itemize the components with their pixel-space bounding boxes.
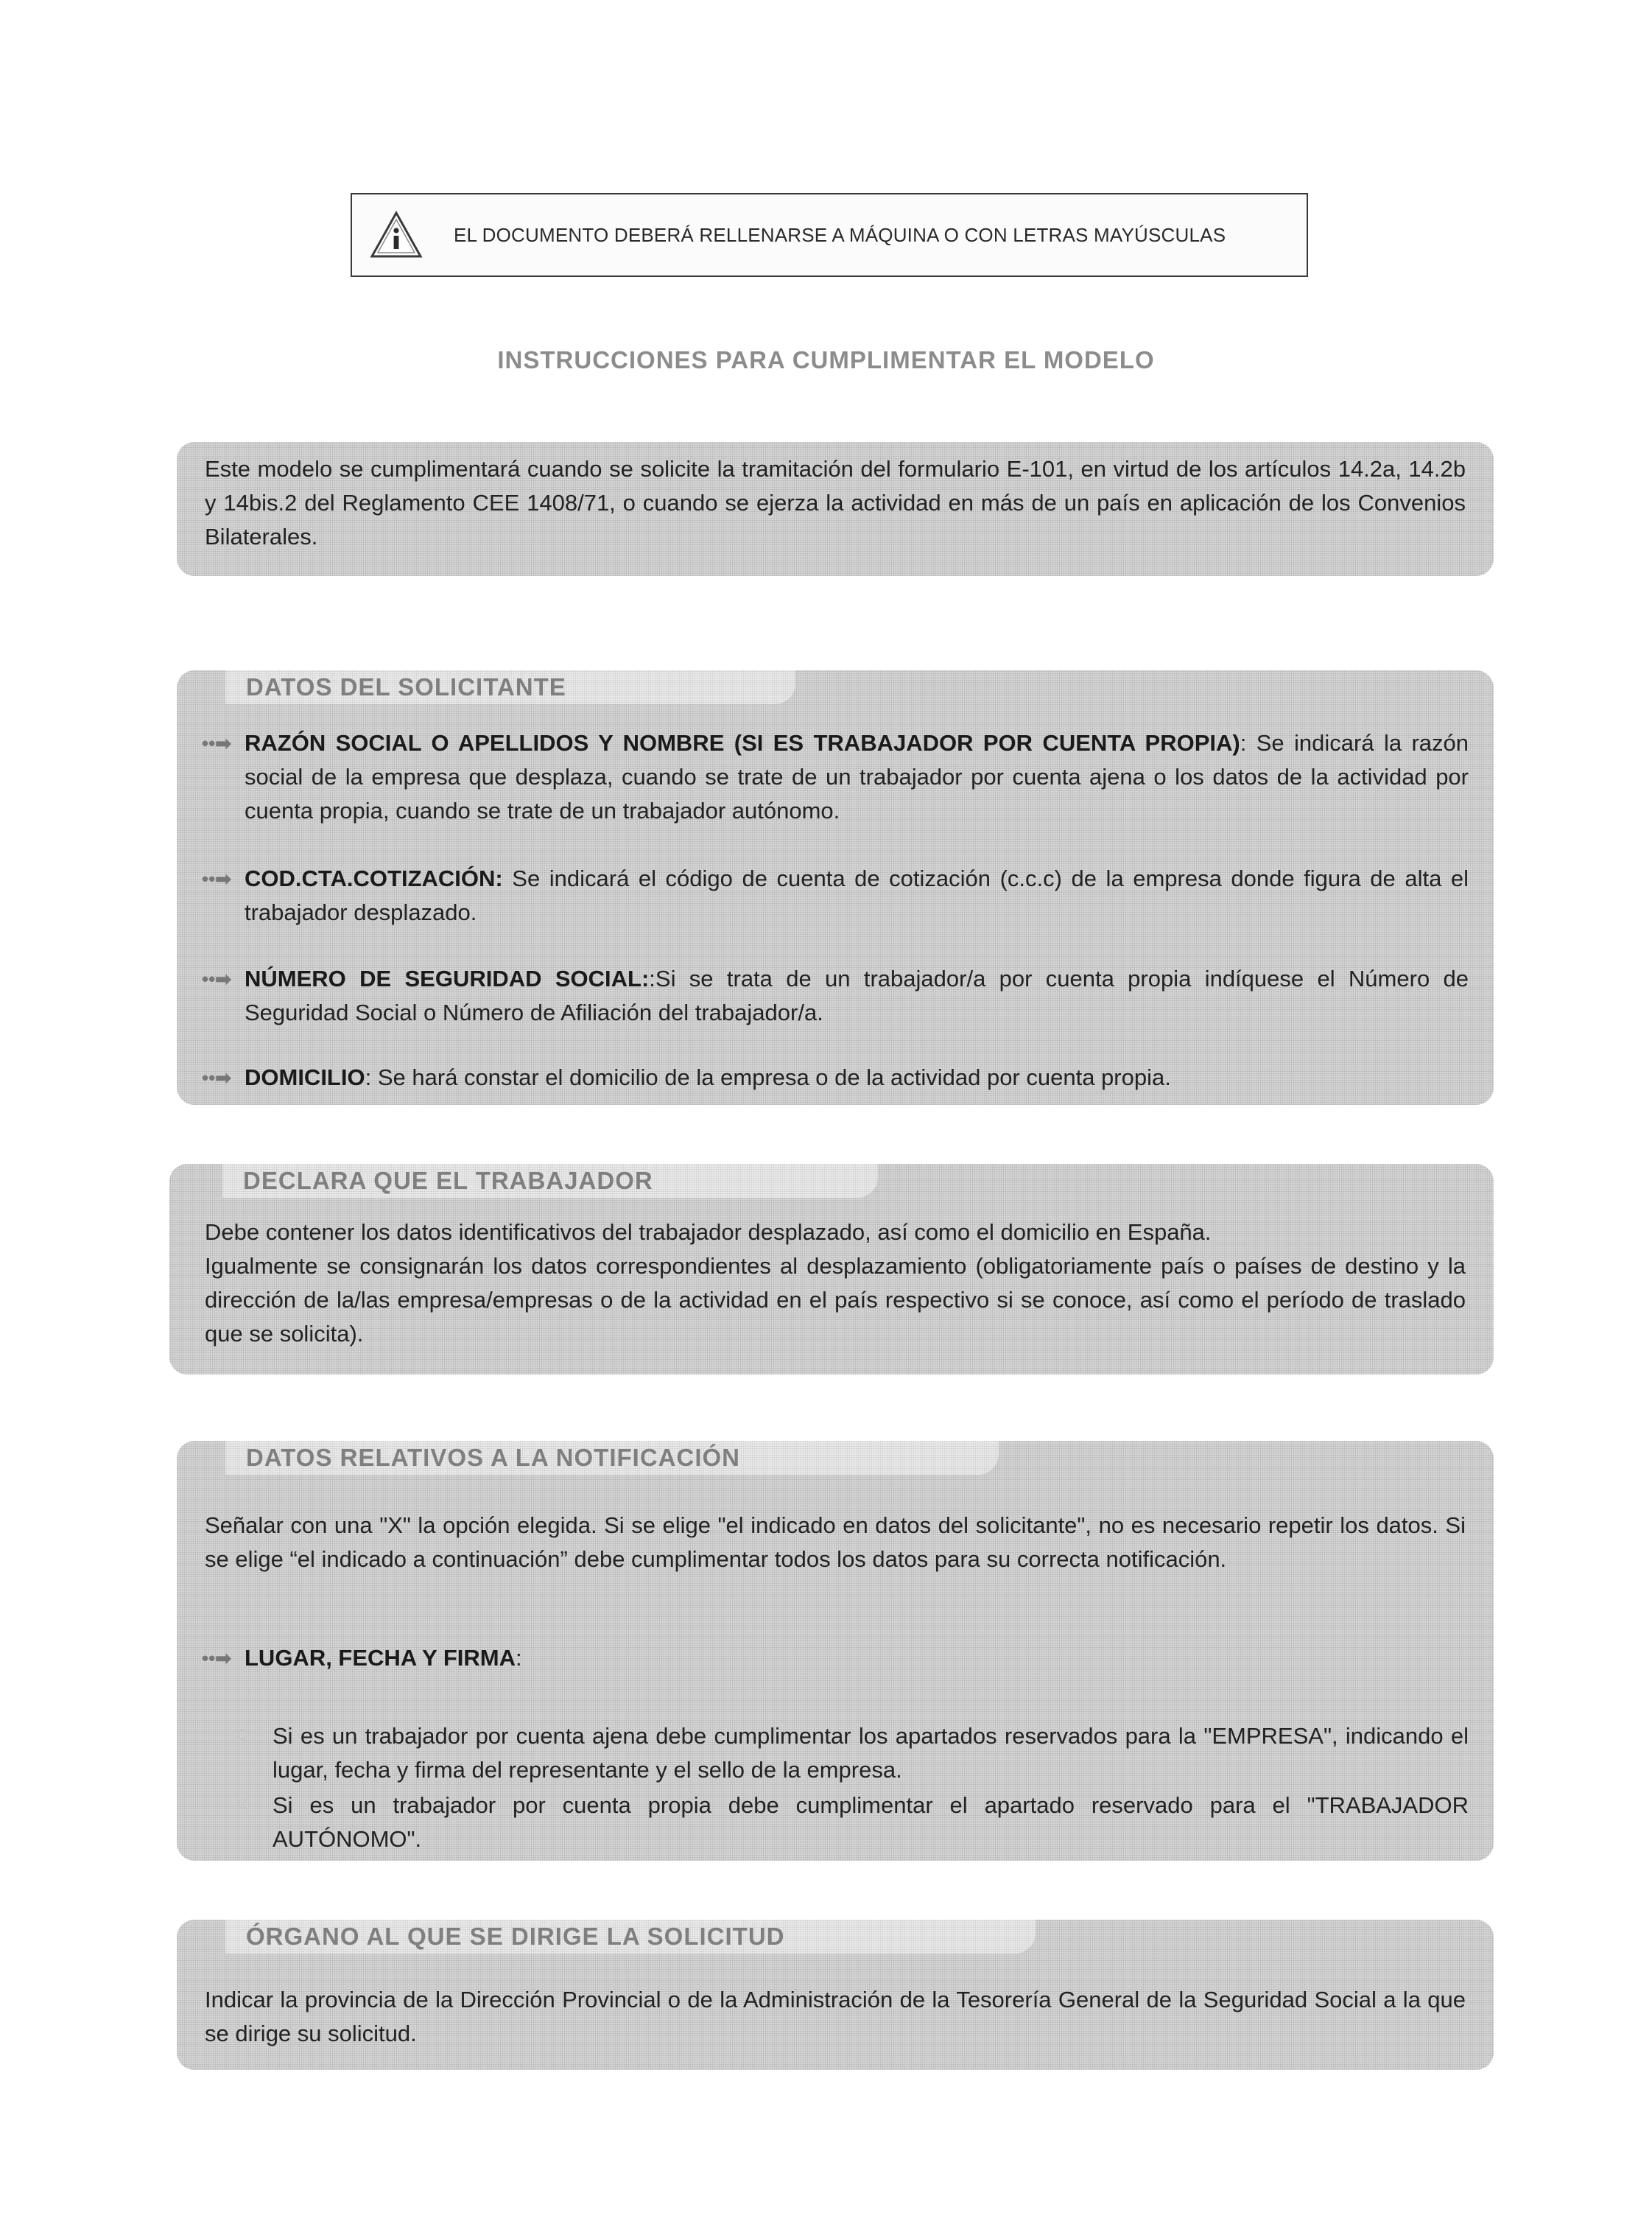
item-label: RAZÓN SOCIAL O APELLIDOS Y NOMBRE (SI ES TRABAJADOR POR CUENTA PROPIA) xyxy=(245,730,1240,756)
item-label: NÚMERO DE SEGURIDAD SOCIAL: xyxy=(245,966,650,992)
item-label: DOMICILIO xyxy=(245,1064,365,1090)
list-item xyxy=(202,1061,1469,1095)
paragraph: Indicar la provincia de la Dirección Provincial o de la Administración de la Tesorería General de la Seguridad Social a la que se dirige su solicitud. xyxy=(205,1987,1466,2046)
item-text: :Si se trata de un trabajador/a por cuenta propia indíquese el Número de Seguridad Social o Número de Afiliación del trabajador/a. xyxy=(245,966,1469,1025)
section-declara-trabajador xyxy=(169,1164,1494,1375)
intro-box xyxy=(177,442,1494,576)
circle-bullet-icon xyxy=(237,1799,247,1809)
section-heading: ÓRGANO AL QUE SE DIRIGE LA SOLICITUD xyxy=(225,1920,1036,1954)
paragraph: Señalar con una "X" la opción elegida. Si se elige "el indicado en datos del solicitante", no es necesario repetir los datos. Si se elige “el indicado a continuación” debe cumplimentar todos los datos para su correcta notificación. xyxy=(205,1512,1466,1572)
section-notificacion xyxy=(177,1441,1494,1861)
section-organo-destino xyxy=(177,1920,1494,2070)
section-datos-solicitante xyxy=(177,670,1494,1105)
section-heading: DECLARA QUE EL TRABAJADOR xyxy=(222,1164,878,1198)
item-label: LUGAR, FECHA Y FIRMA xyxy=(245,1645,516,1671)
notice-box xyxy=(351,193,1308,277)
arrow-bullet-icon: ••➡ xyxy=(202,868,231,890)
arrow-bullet-icon: ••➡ xyxy=(202,1647,231,1669)
sub-item-text: Si es un trabajador por cuenta ajena debe cumplimentar los apartados reservados para la "EMPRESA", indicando el lugar, fecha y firma del representante y el sello de la empresa. xyxy=(273,1723,1469,1783)
list-item xyxy=(202,1641,1469,1675)
arrow-bullet-icon: ••➡ xyxy=(202,968,231,990)
section-heading: DATOS RELATIVOS A LA NOTIFICACIÓN xyxy=(225,1441,999,1475)
item-label: COD.CTA.COTIZACIÓN: xyxy=(245,866,503,891)
item-text: : Se hará constar el domicilio de la empresa o de la actividad por cuenta propia. xyxy=(365,1064,1171,1090)
warning-info-icon xyxy=(370,211,423,259)
sub-list-item xyxy=(273,1789,1469,1856)
sub-item-text: Si es un trabajador por cuenta propia debe cumplimentar el apartado reservado para el "TRABAJADOR AUTÓNOMO". xyxy=(273,1792,1469,1852)
paragraph: Igualmente se consignarán los datos correspondientes al desplazamiento (obligatoriamente país o países de destino y la dirección de la/las empresa/empresas o de la actividad en el país respectivo si se conoce, así como el período de traslado que se solicita). xyxy=(205,1253,1466,1347)
page-title: INSTRUCCIONES PARA CUMPLIMENTAR EL MODELO xyxy=(497,346,1155,373)
list-item xyxy=(202,962,1469,1030)
list-item xyxy=(202,862,1469,930)
list-item xyxy=(202,726,1469,828)
paragraph: Debe contener los datos identificativos del trabajador desplazado, así como el domicilio en España. xyxy=(205,1219,1212,1245)
item-text: : Se indicará la razón social de la empresa que desplaza, cuando se trate de un trabajador por cuenta ajena o los datos de la actividad por cuenta propia, cuando se trate de un trabajador autónomo. xyxy=(245,730,1469,824)
item-text: : xyxy=(516,1645,522,1671)
arrow-bullet-icon: ••➡ xyxy=(202,732,231,754)
intro-text: Este modelo se cumplimentará cuando se solicite la tramitación del formulario E-101, en virtud de los artículos 14.2a, 14.2b y 14bis.2 del Reglamento CEE 1408/71, o cuando se ejerza la actividad en más de un país en aplicación de los Convenios Bilaterales. xyxy=(205,456,1466,550)
arrow-bullet-icon: ••➡ xyxy=(202,1067,231,1089)
sub-list-item xyxy=(273,1719,1469,1787)
section-heading: DATOS DEL SOLICITANTE xyxy=(225,670,795,704)
item-text: Se indicará el código de cuenta de cotización (c.c.c) de la empresa donde figura de alta el trabajador desplazado. xyxy=(245,866,1469,925)
circle-bullet-icon xyxy=(237,1730,247,1740)
notice-text: EL DOCUMENTO DEBERÁ RELLENARSE A MÁQUINA O CON LETRAS MAYÚSCULAS xyxy=(454,223,1226,246)
